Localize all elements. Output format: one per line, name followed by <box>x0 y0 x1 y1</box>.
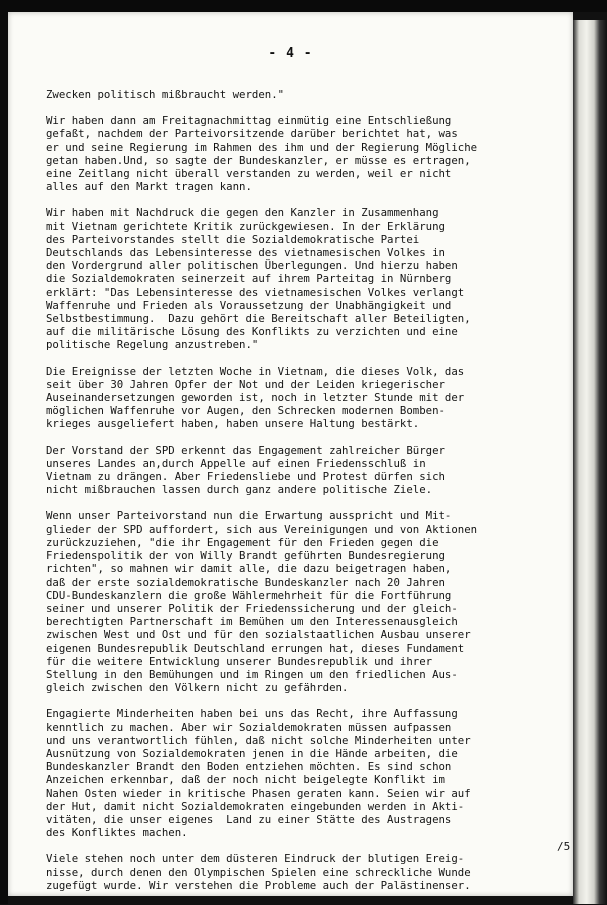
text-line: Der Vorstand der SPD erkennt das Engagement zahlreicher Bürger <box>46 443 445 457</box>
document-page <box>8 12 573 896</box>
text-line: vitäten, die unser eigenes Land zu einer Stätte des Austragens <box>46 812 452 826</box>
text-line: eine Zeitlang nicht überall verstanden zu werden, weil er nicht <box>46 167 452 181</box>
text-line: seit über 30 Jahren Opfer der Not und der Leiden kriegerischer <box>46 377 445 391</box>
text-line: Wir haben mit Nachdruck die gegen den Kanzler in Zusammenhang <box>46 206 439 220</box>
text-line: seiner und unserer Politik der Friedenssicherung und der gleich- <box>46 601 458 615</box>
text-line: unseres Landes an,durch Appelle auf einen Friedensschluß in <box>46 456 426 470</box>
text-line: den Vordergrund aller politischen Überlegungen. Und hierzu haben <box>46 259 458 273</box>
text-line: für die weitere Entwicklung unserer Bundesrepublik und ihrer <box>46 654 433 668</box>
text-line: des Parteivorstandes stellt die Sozialdemokratische Partei <box>46 232 420 246</box>
text-line: der Hut, damit nicht Sozialdemokraten eingebunden werden in Akti- <box>46 799 465 813</box>
text-line: er und seine Regierung im Rahmen des ihm und der Regierung Mögliche <box>46 140 478 154</box>
text-line: die Sozialdemokraten seinerzeit auf ihrem Parteitag in Nürnberg <box>46 272 452 286</box>
paragraph <box>46 444 561 497</box>
page-binding-edge <box>573 20 607 904</box>
text-line: zwischen West und Ost und für den sozialstaatlichen Ausbau unserer <box>46 628 471 642</box>
text-line: zurückzuziehen, "die ihr Engagement für den Frieden gegen die <box>46 535 439 549</box>
text-line: mit Vietnam gerichtete Kritik zurückgewiesen. In der Erklärung <box>46 219 445 233</box>
text-line: Die Ereignisse der letzten Woche in Vietnam, die dieses Volk, das <box>46 364 465 378</box>
paragraph <box>46 707 561 839</box>
text-line: Bundeskanzler Brandt den Boden entziehen möchten. Es sind schon <box>46 760 452 774</box>
paragraph <box>46 852 561 892</box>
text-line: Engagierte Minderheiten haben bei uns das Recht, ihre Auffassung <box>46 707 458 721</box>
text-line: zugefügt wurde. Wir verstehen die Probleme auch der Palästinenser. <box>46 878 471 892</box>
text-line: Friedenspolitik der von Willy Brandt geführten Bundesregierung <box>46 549 445 563</box>
text-line: Deutschlands das Lebensinteresse des vietnamesischen Volkes in <box>46 246 445 260</box>
text-line: berechtigten Partnerschaft im Bemühen um den Interessenausgleich <box>46 615 458 629</box>
text-line: krieges ausgeliefert haben, haben unsere Haltung bestärkt. <box>46 417 420 431</box>
paragraph <box>46 114 561 193</box>
text-line: gefaßt, nachdem der Parteivorsitzende darüber berichtet hat, was <box>46 127 458 141</box>
text-line: und uns verantwortlich fühlen, daß nicht solche Minderheiten unter <box>46 733 471 747</box>
text-line: Anzeichen erkennbar, daß der noch nicht beigelegte Konflikt im <box>46 773 445 787</box>
text-line: gleich zwischen den Völkern nicht zu gefährden. <box>46 681 349 695</box>
scan-border-left <box>0 0 8 904</box>
text-line: getan haben.Und, so sagte der Bundeskanzler, er müsse es ertragen, <box>46 153 471 167</box>
page-number: - 4 - <box>268 46 313 61</box>
text-line: CDU-Bundeskanzlern die große Wählermehrheit für die Fortführung <box>46 588 452 602</box>
text-line: Ausnützung von Sozialdemokraten jenen in die Hände arbeiten, die <box>46 746 458 760</box>
text-line: des Konfliktes machen. <box>46 826 188 840</box>
paragraph <box>46 206 561 351</box>
text-line: Auseinandersetzungen geworden ist, noch in letzter Stunde mit der <box>46 391 465 405</box>
text-line: Wir haben dann am Freitagnachmittag einmütig eine Entschließung <box>46 114 452 128</box>
text-line: nisse, durch denen den Olympischen Spielen eine schreckliche Wunde <box>46 865 471 879</box>
text-line: Selbstbestimmung. Dazu gehört die Bereitschaft aller Beteiligten, <box>46 312 471 326</box>
text-line: alles auf den Markt tragen kann. <box>46 180 252 194</box>
text-line: Stellung in den Bemühungen und im Ringen um den friedlichen Aus- <box>46 667 458 681</box>
text-line: Nahen Osten wieder in kritische Phasen geraten kann. Seien wir auf <box>46 786 471 800</box>
scan-border-top <box>0 0 607 12</box>
text-line: glieder der SPD auffordert, sich aus Vereinigungen und von Aktionen <box>46 522 478 536</box>
text-line: auf die militärische Lösung des Konflikts zu verzichten und eine <box>46 325 458 339</box>
paragraph <box>46 509 561 694</box>
text-line: Wenn unser Parteivorstand nun die Erwartung ausspricht und Mit- <box>46 509 452 523</box>
text-line: möglichen Waffenruhe vor Augen, den Schrecken modernen Bomben- <box>46 404 445 418</box>
text-line: Vietnam zu drängen. Aber Friedensliebe und Protest dürfen sich <box>46 470 445 484</box>
paragraph <box>46 88 561 101</box>
text-line: Viele stehen noch unter dem düsteren Eindruck der blutigen Ereig- <box>46 852 465 866</box>
paragraph <box>46 365 561 431</box>
document-body <box>46 88 561 905</box>
text-line: erklärt: "Das Lebensinteresse des vietnamesischen Volkes verlangt <box>46 285 465 299</box>
text-line: Zwecken politisch mißbraucht werden." <box>46 88 285 101</box>
continuation-mark: /5 <box>557 840 571 853</box>
text-line: politische Regelung anzustreben." <box>46 338 259 352</box>
text-line: kenntlich zu machen. Aber wir Sozialdemokraten müssen aufpassen <box>46 720 452 734</box>
text-line: eigenen Bundesrepublik Deutschland errungen hat, dieses Fundament <box>46 641 465 655</box>
text-line: Waffenruhe und Frieden als Voraussetzung der Unabhängigkeit und <box>46 298 452 312</box>
text-line: richten", so mahnen wir damit alle, die dazu beigetragen haben, <box>46 562 452 576</box>
text-line: daß der erste sozialdemokratische Bundeskanzler nach 20 Jahren <box>46 575 445 589</box>
text-line: nicht mißbrauchen lassen durch ganz andere politische Ziele. <box>46 483 433 497</box>
